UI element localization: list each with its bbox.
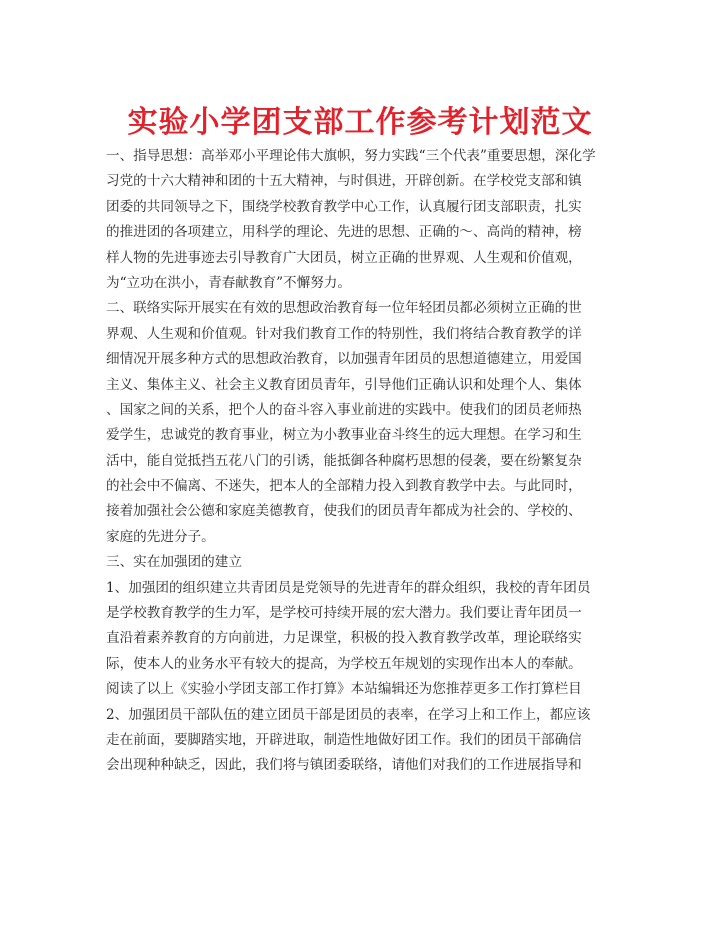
body-line: 家庭的先进分子。 (106, 528, 215, 545)
body-line: 习党的十六大精神和团的十五大精神，与时俱进，开辟创新。在学校党支部和镇 (106, 173, 582, 190)
body-line: 直沿着素养教育的方向前进，力足课堂，积极的投入教育教学改革，理论联络实 (106, 630, 582, 647)
body-line: 1、加强团的组织建立共青团员是党领导的先进青年的群众组织，我校的青年团员 (106, 579, 591, 596)
body-line: 活中，能自觉抵挡五花八门的引诱，能抵御各种腐朽思想的侵袭，要在纷繁复杂 (106, 452, 582, 469)
body-line: 际，使本人的业务水平有较大的提高，为学校五年规划的实现作出本人的奉献。 (106, 655, 582, 672)
body-line: 爱学生，忠诚党的教育事业，树立为小教事业奋斗终生的远大理想。在学习和生 (106, 427, 582, 444)
body-line: 三、实在加强团的建立 (106, 554, 242, 571)
document-title: 实验小学团支部工作参考计划范文 (127, 105, 593, 140)
body-line: 一、指导思想：高举邓小平理论伟大旗帜，努力实践“三个代表”重要思想，深化学 (106, 148, 596, 164)
body-line: 会出现种种缺乏，因此，我们将与镇团委联络，请他们对我们的工作进展指导和 (106, 757, 582, 774)
body-line: 走在前面，要脚踏实地，开辟进取，制造性地做好团工作。我们的团员干部确信 (106, 731, 582, 748)
body-line: 二、联络实际开展实在有效的思想政治教育每一位年轻团员都必须树立正确的世 (106, 300, 582, 317)
document-body (106, 144, 626, 779)
body-line: 阅读了以上《实验小学团支部工作打算》本站编辑还为您推荐更多工作打算栏目 (106, 681, 582, 698)
body-line: 细情况开展多种方式的思想政治教育，以加强青年团员的思想道德建立，用爱国 (106, 351, 582, 368)
body-line: 团委的共同领导之下，围绕学校教育教学中心工作，认真履行团支部职责，扎实 (106, 198, 582, 215)
body-line: 的社会中不偏离、不迷失，把本人的全部精力投入到教育教学中去。与此同时， (106, 478, 582, 495)
body-line: 、国家之间的关系，把个人的奋斗容入事业前进的实践中。使我们的团员老师热 (106, 401, 582, 418)
body-line: 主义、集体主义、社会主义教育团员青年，引导他们正确认识和处理个人、集体 (106, 376, 582, 393)
body-line: 接着加强社会公德和家庭美德教育，使我们的团员青年都成为社会的、学校的、 (106, 503, 582, 520)
body-line: 界观、人生观和价值观。针对我们教育工作的特别性，我们将结合教育教学的详 (106, 325, 582, 342)
body-line: 2、加强团员干部队伍的建立团员干部是团员的表率，在学习上和工作上，都应该 (106, 706, 591, 723)
body-line: 为“立功在洪小，青春献教育”不懈努力。 (106, 274, 351, 291)
body-line: 的推进团的各项建立，用科学的理论、先进的思想、正确的～、高尚的精神，榜 (106, 224, 582, 241)
body-line: 样人物的先进事迹去引导教育广大团员，树立正确的世界观、人生观和价值观， (106, 249, 582, 266)
body-line: 是学校教育教学的生力军，是学校可持续开展的宏大潜力。我们要让青年团员一 (106, 605, 582, 622)
